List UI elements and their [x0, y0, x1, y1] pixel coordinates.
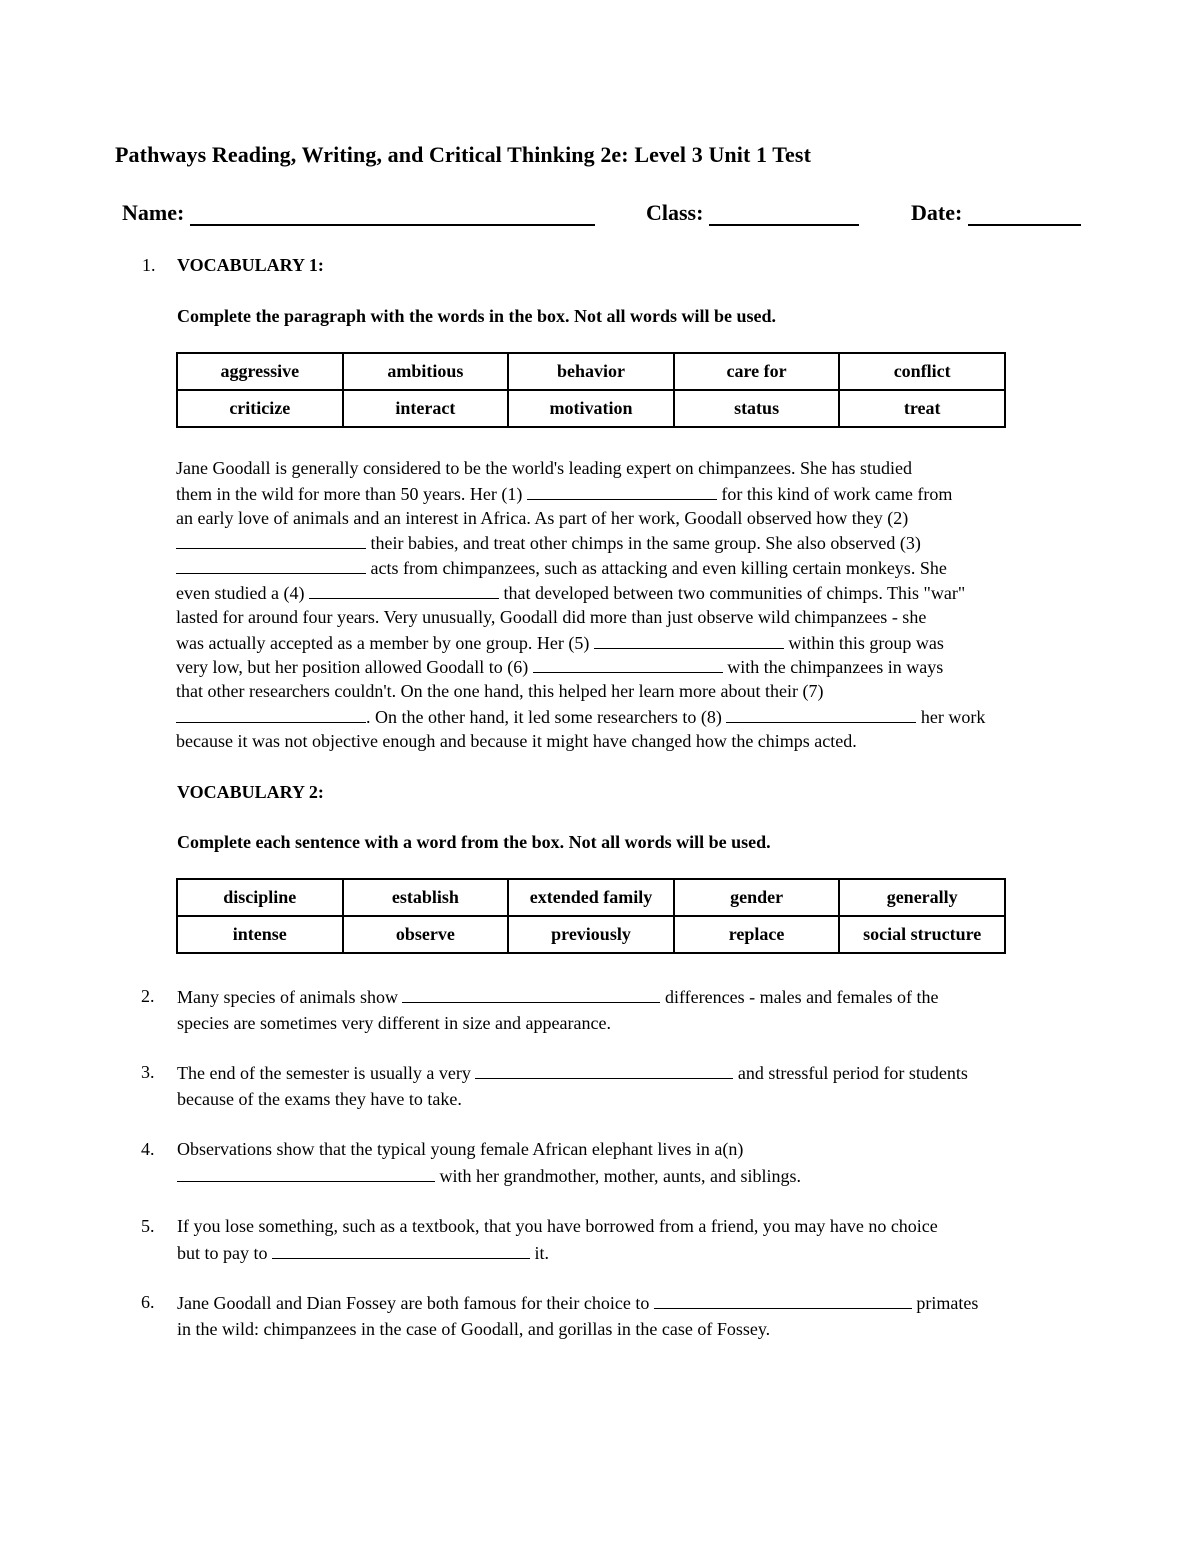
date-blank[interactable]: [968, 202, 1081, 226]
class-label: Class:: [646, 200, 704, 225]
word-box-cell: conflict: [839, 353, 1005, 390]
paragraph-text: that other researchers couldn't. On the one hand, this helped her learn more about their (7): [176, 681, 824, 702]
paragraph-line: [176, 630, 1096, 655]
paragraph-text: for this kind of work came from: [716, 483, 953, 504]
question-line: [177, 984, 1097, 1011]
question-text: species are sometimes very different in size and appearance.: [177, 1012, 611, 1033]
paragraph-text: very low, but her position allowed Goodall to (6): [176, 657, 533, 678]
question-line: [177, 1011, 1097, 1037]
question-6: [177, 1290, 1097, 1342]
word-box-cell: interact: [343, 390, 509, 427]
word-box-cell: criticize: [177, 390, 343, 427]
paragraph-line: [176, 555, 1096, 580]
paragraph-line: [176, 679, 1096, 704]
word-box-row: [177, 916, 1005, 953]
word-box-row: [177, 353, 1005, 390]
word-box-cell: social structure: [839, 916, 1005, 953]
paragraph-line: [176, 605, 1096, 630]
name-blank[interactable]: [190, 202, 595, 226]
word-box-cell: extended family: [508, 879, 674, 916]
blank-8[interactable]: [726, 704, 916, 723]
blank-4[interactable]: [309, 580, 499, 599]
question-text: with her grandmother, mother, aunts, and siblings.: [435, 1165, 801, 1186]
question-number: 4.: [141, 1139, 155, 1159]
question-4: [177, 1137, 1097, 1189]
vocabulary-1-instruction: Complete the paragraph with the words in the box. Not all words will be used.: [177, 306, 777, 326]
paragraph-text: an early love of animals and an interest in Africa. As part of her work, Goodall observed how they (2): [176, 507, 909, 528]
question-text: Observations show that the typical young female African elephant lives in a(n): [177, 1139, 744, 1159]
word-box-cell: behavior: [508, 353, 674, 390]
paragraph-text: Jane Goodall is generally considered to be the world's leading expert on chimpanzees. She has studied: [176, 458, 913, 478]
question-text: differences - males and females of the: [660, 987, 939, 1007]
word-box-cell: intense: [177, 916, 343, 953]
question-line: [177, 1240, 1097, 1267]
word-box-cell: generally: [839, 879, 1005, 916]
section-number: 1.: [142, 255, 156, 275]
word-box-cell: ambitious: [343, 353, 509, 390]
class-field-group: [646, 200, 859, 226]
paragraph-text: was actually accepted as a member by one group. Her (5): [176, 632, 594, 653]
paragraph-line: [176, 481, 1096, 506]
word-box-row: [177, 879, 1005, 916]
question-line: [177, 1163, 1097, 1190]
class-blank[interactable]: [709, 202, 859, 226]
blank-1[interactable]: [527, 481, 717, 500]
blank-6[interactable]: [533, 654, 723, 673]
question-text: Jane Goodall and Dian Fossey are both famous for their choice to: [177, 1293, 654, 1313]
word-box-cell: aggressive: [177, 353, 343, 390]
question-text: The end of the semester is usually a very: [177, 1063, 476, 1083]
paragraph-line: [176, 729, 1096, 754]
word-box-cell: status: [674, 390, 840, 427]
word-box-cell: replace: [674, 916, 840, 953]
vocabulary-2-instruction: Complete each sentence with a word from the box. Not all words will be used.: [177, 832, 771, 852]
paragraph-text: . On the other hand, it led some researchers to (8): [366, 706, 727, 727]
blank-3[interactable]: [176, 555, 366, 574]
question-text: primates: [911, 1293, 979, 1313]
vocabulary-1-heading: VOCABULARY 1:: [177, 255, 324, 275]
answer-blank[interactable]: [475, 1060, 733, 1079]
question-3: [177, 1060, 1097, 1112]
question-text: and stressful period for students: [733, 1063, 968, 1083]
date-label: Date:: [911, 200, 963, 225]
name-field-group: [122, 200, 595, 226]
question-line: [177, 1317, 1097, 1343]
word-box-2: [176, 878, 1006, 954]
paragraph-text: her work: [916, 706, 986, 727]
word-box-cell: observe: [343, 916, 509, 953]
word-box-cell: care for: [674, 353, 840, 390]
paragraph-text: lasted for around four years. Very unusually, Goodall did more than just observe wild chimpanzees - she: [176, 606, 927, 627]
paragraph-text: because it was not objective enough and because it might have changed how the chimps acted.: [176, 730, 857, 751]
word-box-cell: previously: [508, 916, 674, 953]
word-box-cell: gender: [674, 879, 840, 916]
paragraph-text: within this group was: [783, 632, 944, 653]
blank-2[interactable]: [176, 530, 366, 549]
question-text: but to pay to: [177, 1242, 272, 1263]
question-2: [177, 984, 1097, 1036]
paragraph-text: their babies, and treat other chimps in the same group. She also observed (3): [366, 533, 921, 554]
answer-blank[interactable]: [654, 1290, 912, 1309]
paragraph-line: [176, 530, 1096, 555]
page-title: Pathways Reading, Writing, and Critical Thinking 2e: Level 3 Unit 1 Test: [115, 142, 812, 167]
question-text: If you lose something, such as a textbook, that you have borrowed from a friend, you may have no choice: [177, 1216, 938, 1236]
word-box-cell: discipline: [177, 879, 343, 916]
paragraph-text: acts from chimpanzees, such as attacking and even killing certain monkeys. She: [366, 558, 947, 579]
question-number: 5.: [141, 1216, 155, 1236]
blank-5[interactable]: [594, 630, 784, 649]
word-box-cell: motivation: [508, 390, 674, 427]
paragraph-line: [176, 704, 1096, 729]
question-text: it.: [530, 1242, 550, 1263]
paragraph-line: [176, 654, 1096, 679]
question-line: [177, 1214, 1097, 1240]
paragraph-text: even studied a (4): [176, 582, 309, 603]
paragraph-text: with the chimpanzees in ways: [722, 657, 944, 678]
cloze-paragraph: [176, 456, 1096, 754]
paragraph-text: them in the wild for more than 50 years. Her (1): [176, 483, 527, 504]
word-box-1: [176, 352, 1006, 428]
question-line: [177, 1060, 1097, 1087]
answer-blank[interactable]: [177, 1163, 435, 1182]
question-number: 2.: [141, 986, 155, 1006]
question-number: 3.: [141, 1062, 155, 1082]
date-field-group: [911, 200, 1081, 226]
paragraph-line: [176, 506, 1096, 531]
word-box-cell: establish: [343, 879, 509, 916]
question-line: [177, 1290, 1097, 1317]
name-label: Name:: [122, 200, 185, 225]
blank-7[interactable]: [176, 704, 366, 723]
question-line: [177, 1087, 1097, 1113]
paragraph-line: [176, 580, 1096, 605]
answer-blank[interactable]: [272, 1240, 530, 1259]
paragraph-text: that developed between two communities of chimps. This "war": [498, 582, 966, 603]
question-text: because of the exams they have to take.: [177, 1088, 462, 1109]
question-5: [177, 1214, 1097, 1266]
question-line: [177, 1137, 1097, 1163]
question-text: in the wild: chimpanzees in the case of Goodall, and gorillas in the case of Fossey.: [177, 1318, 771, 1339]
question-number: 6.: [141, 1292, 155, 1312]
answer-blank[interactable]: [402, 984, 660, 1003]
vocabulary-2-heading: VOCABULARY 2:: [177, 782, 324, 802]
question-text: Many species of animals show: [177, 987, 403, 1007]
word-box-cell: treat: [839, 390, 1005, 427]
paragraph-line: [176, 456, 1096, 481]
word-box-row: [177, 390, 1005, 427]
